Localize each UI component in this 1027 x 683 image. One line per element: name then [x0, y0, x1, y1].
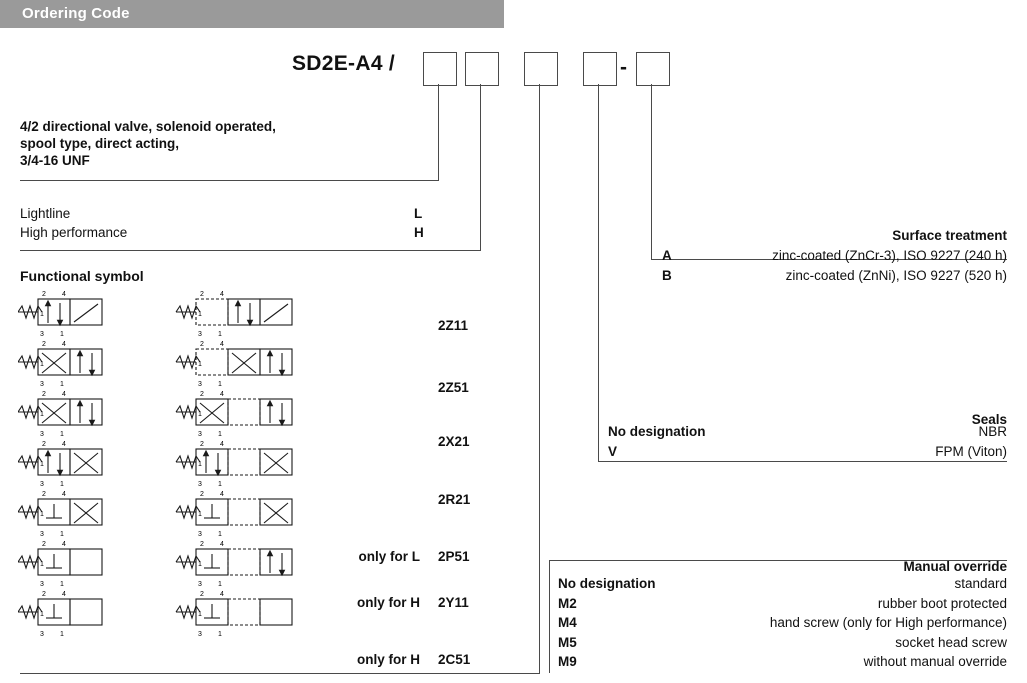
manual-override-value-2: hand screw (only for High performance) — [769, 615, 1007, 630]
code-box-2[interactable] — [465, 52, 499, 86]
manual-override-code-0: No designation — [558, 576, 656, 591]
svg-text:2: 2 — [200, 591, 204, 598]
svg-text:4: 4 — [220, 391, 224, 398]
seals-value-0: NBR — [978, 424, 1007, 439]
surface-treatment-value-1: zinc-coated (ZnNi), ISO 9227 (520 h) — [785, 267, 1007, 283]
svg-text:1: 1 — [218, 481, 222, 488]
svg-text:4: 4 — [220, 541, 224, 548]
svg-text:4: 4 — [62, 541, 66, 548]
manual-override-block — [558, 574, 1007, 672]
svg-text:1: 1 — [40, 411, 44, 418]
svg-text:1: 1 — [198, 361, 202, 368]
symbol-note-6: only for H — [357, 652, 420, 667]
manual-override-row — [558, 613, 1007, 633]
leader-box4-h — [598, 461, 1007, 462]
svg-text:1: 1 — [60, 381, 64, 388]
manual-override-row — [558, 633, 1007, 653]
svg-text:1: 1 — [198, 511, 202, 518]
symbol-code-0: 2Z11 — [438, 318, 469, 333]
svg-text:2: 2 — [200, 291, 204, 298]
leader-box2-v — [480, 84, 481, 250]
svg-text:3: 3 — [40, 581, 44, 588]
svg-text:2: 2 — [200, 491, 204, 498]
leader-manual-v — [549, 560, 550, 673]
manual-override-row — [558, 652, 1007, 672]
svg-text:3: 3 — [40, 631, 44, 638]
svg-text:1: 1 — [40, 311, 44, 318]
leader-box3-v — [539, 84, 540, 674]
surface-treatment-title: Surface treatment — [892, 228, 1007, 243]
svg-text:2: 2 — [42, 341, 46, 348]
leader-box1-h — [20, 180, 439, 181]
leader-box2-h — [20, 250, 481, 251]
svg-text:2: 2 — [42, 541, 46, 548]
svg-text:3: 3 — [40, 331, 44, 338]
svg-text:3: 3 — [198, 581, 202, 588]
svg-text:1: 1 — [198, 311, 202, 318]
seals-code-0: No designation — [608, 424, 706, 439]
seals-row — [608, 442, 1007, 462]
svg-text:4: 4 — [62, 341, 66, 348]
functional-symbol-title: Functional symbol — [20, 268, 144, 284]
svg-text:2: 2 — [42, 491, 46, 498]
manual-override-code-4: M9 — [558, 654, 577, 669]
symbol-code-6: 2C51 — [438, 652, 471, 667]
valve-description-line2: spool type, direct acting, — [20, 136, 180, 151]
performance-code-0: L — [414, 206, 423, 221]
manual-override-value-0: standard — [954, 576, 1007, 591]
performance-block — [20, 204, 430, 242]
functional-symbol-diagrams — [18, 286, 538, 676]
performance-label-1: High performance — [20, 225, 128, 240]
svg-text:3: 3 — [40, 381, 44, 388]
svg-text:4: 4 — [220, 591, 224, 598]
symbol-code-4: 2P51 — [438, 549, 470, 564]
svg-text:4: 4 — [220, 291, 224, 298]
manual-override-code-3: M5 — [558, 634, 577, 650]
manual-override-code-1: M2 — [558, 595, 577, 611]
svg-text:4: 4 — [62, 441, 66, 448]
svg-text:1: 1 — [60, 631, 64, 638]
symbol-code-3: 2R21 — [438, 492, 471, 507]
leader-box1-v — [438, 84, 439, 180]
svg-text:1: 1 — [198, 411, 202, 418]
svg-text:1: 1 — [40, 611, 44, 618]
manual-override-value-1: rubber boot protected — [877, 595, 1007, 611]
svg-text:1: 1 — [198, 561, 202, 568]
svg-text:1: 1 — [40, 361, 44, 368]
svg-text:4: 4 — [62, 391, 66, 398]
surface-treatment-block — [662, 246, 1007, 285]
svg-text:1: 1 — [218, 331, 222, 338]
svg-text:3: 3 — [40, 431, 44, 438]
code-box-4[interactable] — [583, 52, 617, 86]
svg-text:1: 1 — [218, 631, 222, 638]
svg-text:3: 3 — [198, 481, 202, 488]
valve-description-line1: 4/2 directional valve, solenoid operated, — [20, 119, 276, 134]
seals-title: Seals — [971, 412, 1007, 427]
leader-box4-v — [598, 84, 599, 462]
svg-text:2: 2 — [200, 541, 204, 548]
code-box-3[interactable] — [524, 52, 558, 86]
svg-text:1: 1 — [40, 461, 44, 468]
surface-treatment-row — [662, 246, 1007, 266]
surface-treatment-value-0: zinc-coated (ZnCr-3), ISO 9227 (240 h) — [772, 248, 1007, 263]
symbol-note-4: only for L — [358, 549, 420, 564]
svg-text:2: 2 — [42, 441, 46, 448]
svg-text:4: 4 — [220, 441, 224, 448]
seals-value-1: FPM (Viton) — [935, 443, 1007, 459]
header-bar — [0, 0, 504, 28]
symbol-note-5: only for H — [357, 595, 420, 610]
svg-text:1: 1 — [60, 431, 64, 438]
svg-text:3: 3 — [40, 531, 44, 538]
symbol-code-1: 2Z51 — [438, 380, 469, 395]
svg-text:4: 4 — [62, 491, 66, 498]
svg-text:3: 3 — [198, 531, 202, 538]
svg-text:4: 4 — [220, 341, 224, 348]
svg-text:2: 2 — [200, 441, 204, 448]
svg-text:4: 4 — [62, 591, 66, 598]
svg-text:3: 3 — [198, 431, 202, 438]
manual-override-row — [558, 574, 1007, 594]
manual-override-value-4: without manual override — [863, 654, 1007, 669]
surface-treatment-code-0: A — [662, 248, 672, 263]
svg-text:3: 3 — [40, 481, 44, 488]
svg-text:1: 1 — [218, 431, 222, 438]
code-box-1[interactable] — [423, 52, 457, 86]
manual-override-title: Manual override — [903, 559, 1007, 574]
svg-text:1: 1 — [60, 581, 64, 588]
performance-row — [20, 223, 430, 242]
svg-text:1: 1 — [218, 381, 222, 388]
symbol-code-5: 2Y11 — [438, 595, 469, 610]
svg-text:1: 1 — [218, 531, 222, 538]
manual-override-code-2: M4 — [558, 615, 577, 630]
svg-text:2: 2 — [200, 391, 204, 398]
performance-code-1: H — [414, 225, 424, 240]
svg-text:3: 3 — [198, 331, 202, 338]
svg-text:2: 2 — [200, 341, 204, 348]
surface-treatment-code-1: B — [662, 267, 672, 283]
surface-treatment-row — [662, 266, 1007, 286]
svg-text:1: 1 — [60, 481, 64, 488]
svg-text:1: 1 — [60, 331, 64, 338]
svg-text:1: 1 — [60, 531, 64, 538]
manual-override-value-3: socket head screw — [895, 634, 1007, 650]
seals-code-1: V — [608, 443, 618, 459]
svg-text:3: 3 — [198, 381, 202, 388]
page-title: Ordering Code — [22, 5, 130, 22]
svg-text:1: 1 — [218, 581, 222, 588]
svg-text:1: 1 — [40, 511, 44, 518]
svg-text:1: 1 — [40, 561, 44, 568]
svg-text:2: 2 — [42, 591, 46, 598]
svg-text:4: 4 — [62, 291, 66, 298]
svg-text:2: 2 — [42, 391, 46, 398]
valve-description — [20, 118, 360, 169]
code-box-5[interactable] — [636, 52, 670, 86]
ordering-code-prefix: SD2E-A4 / — [292, 52, 396, 75]
seals-row — [608, 422, 1007, 442]
valve-description-line3: 3/4-16 UNF — [20, 153, 90, 168]
manual-override-row — [558, 594, 1007, 614]
leader-box5-v — [651, 84, 652, 260]
code-dash: - — [620, 56, 627, 79]
performance-label-0: Lightline — [20, 206, 71, 221]
svg-text:4: 4 — [220, 491, 224, 498]
svg-text:3: 3 — [198, 631, 202, 638]
performance-row — [20, 204, 430, 223]
svg-text:1: 1 — [198, 611, 202, 618]
seals-block — [608, 422, 1007, 461]
svg-text:2: 2 — [42, 291, 46, 298]
svg-text:1: 1 — [198, 461, 202, 468]
symbol-code-2: 2X21 — [438, 434, 470, 449]
